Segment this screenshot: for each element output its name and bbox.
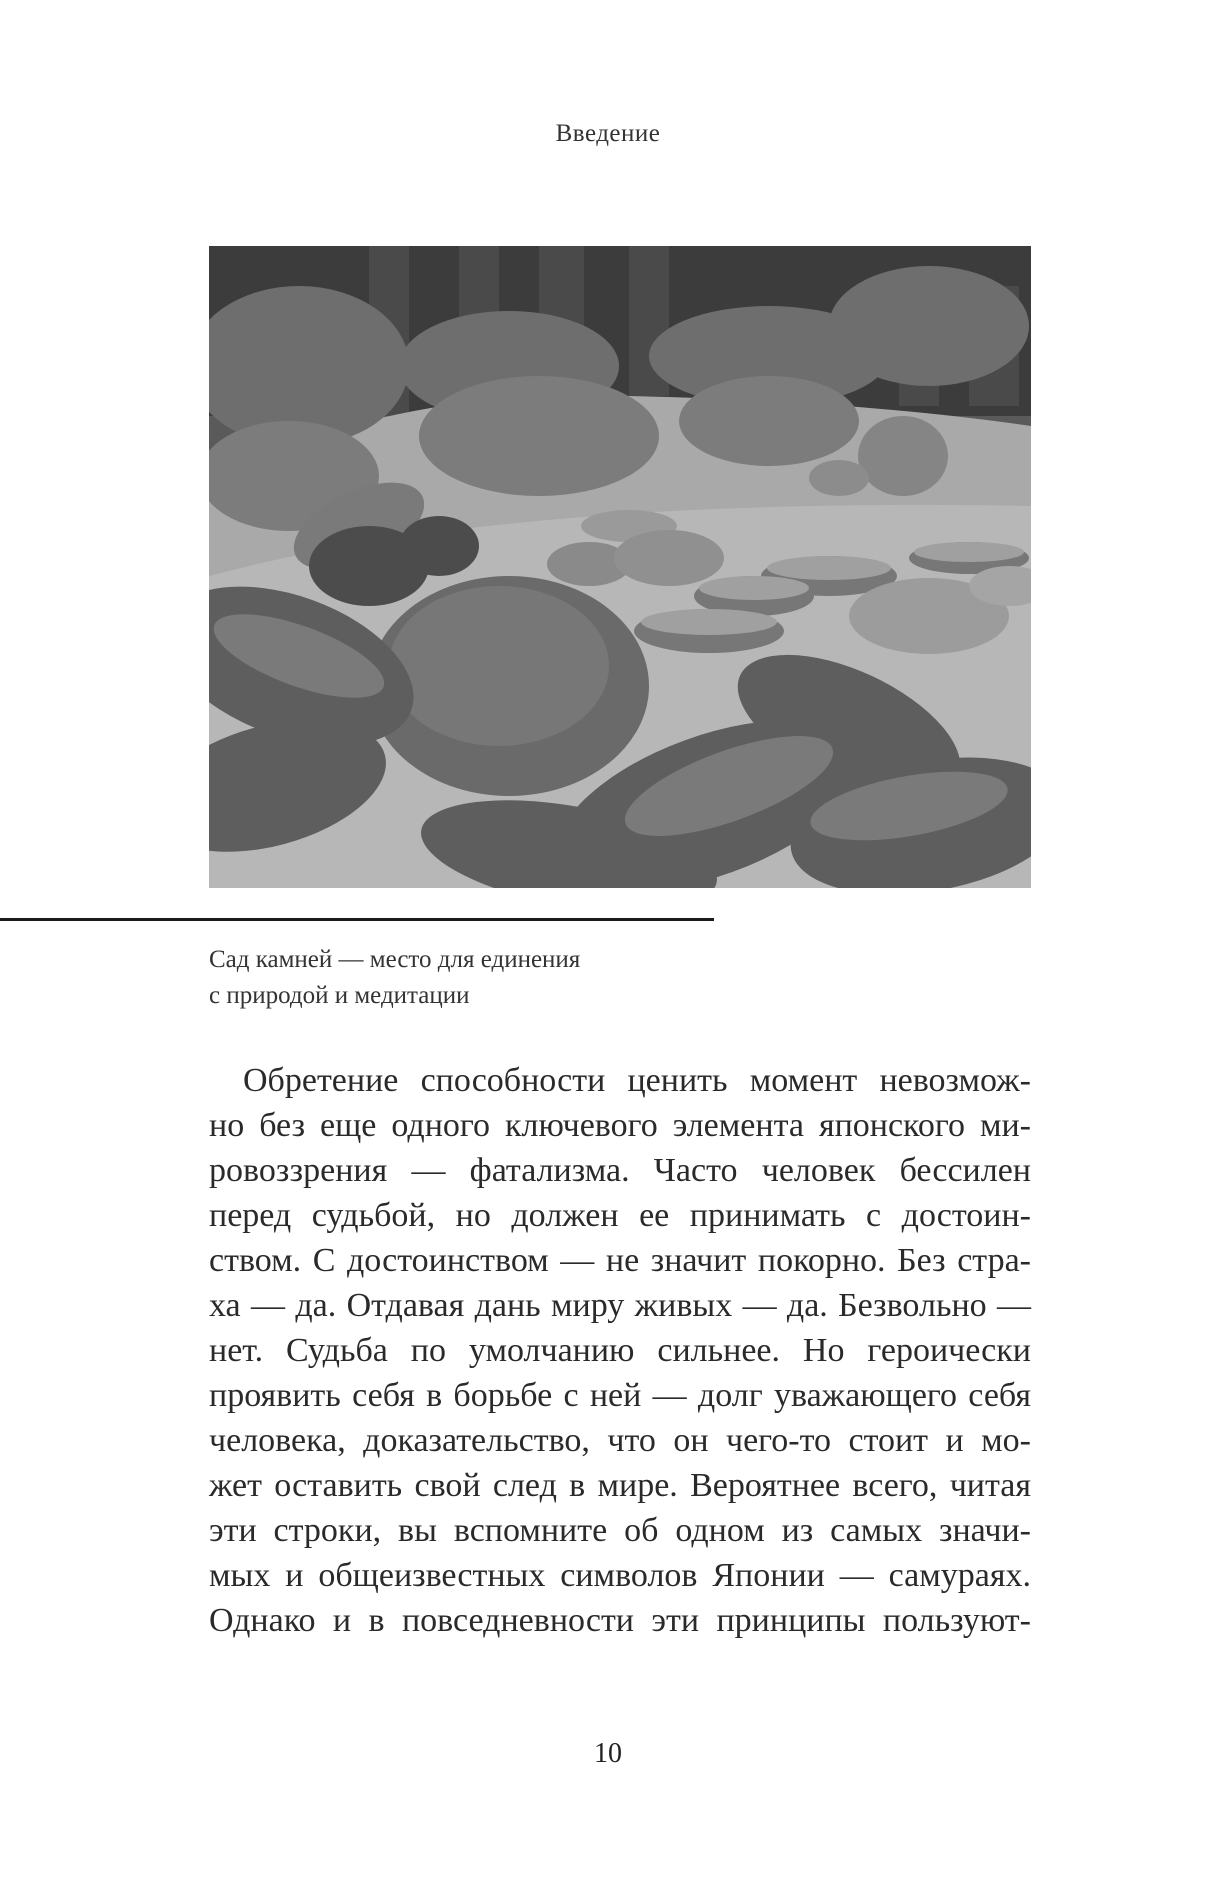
body-paragraph xyxy=(209,1058,1031,1643)
caption-line: Сад камней — место для единения xyxy=(209,946,581,973)
caption-line: с природой и медитации xyxy=(209,982,470,1009)
caption-rule xyxy=(0,918,714,921)
body-line: Однако и в повседневности эти принципы пользуют- xyxy=(209,1602,1031,1639)
body-line: Обретение способности ценить момент невозмож- xyxy=(243,1062,1031,1099)
garden-photo xyxy=(209,246,1031,888)
body-line: эти строки, вы вспомните об одном из самых значи- xyxy=(209,1512,1031,1549)
body-line: нет. Судьба по умолчанию сильнее. Но героически xyxy=(209,1332,1031,1369)
running-header: Введение xyxy=(555,120,661,147)
body-line: но без еще одного ключевого элемента японского ми- xyxy=(209,1107,1031,1144)
body-line: перед судьбой, но должен ее принимать с достоин- xyxy=(209,1197,1031,1234)
figure-caption xyxy=(209,942,580,1014)
body-line: ством. С достоинством — не значит покорно. Без стра- xyxy=(209,1242,1031,1279)
body-line: ровоззрения — фатализма. Часто человек бессилен xyxy=(209,1152,1031,1189)
page-number: 10 xyxy=(594,1738,622,1769)
body-line: проявить себя в борьбе с ней — долг уважающего себя xyxy=(209,1377,1031,1414)
body-line: человека, доказательство, что он чего-то стоит и мо- xyxy=(209,1422,1031,1459)
body-line: ха — да. Отдавая дань миру живых — да. Безвольно — xyxy=(209,1287,1031,1324)
body-line: жет оставить свой след в мире. Вероятнее всего, читая xyxy=(209,1467,1031,1504)
body-line: мых и общеизвестных символов Японии — самураях. xyxy=(209,1557,1031,1594)
